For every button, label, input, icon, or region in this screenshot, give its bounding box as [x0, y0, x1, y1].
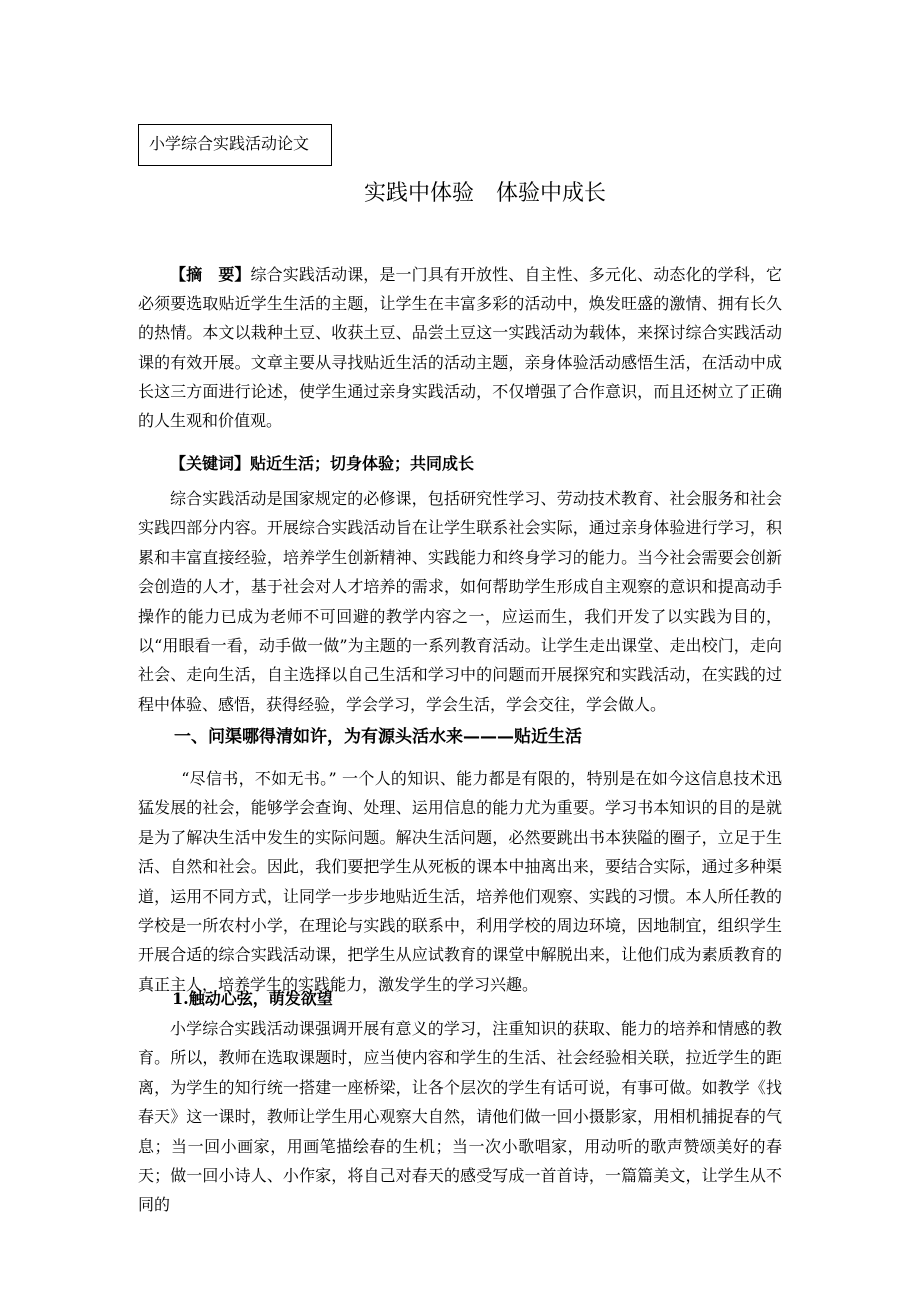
category-label-box: [138, 124, 332, 166]
body-paragraph-3: 小学综合实践活动课强调开展有意义的学习，注重知识的获取、能力的培养和情感的教育。所以，教师在选取课题时，应当使内容和学生的生活、社会经验相关联，拉近学生的距离，为学生的知行统一搭建一座桥梁，让各个层次的学生有话可说，有事可做。如教学《找春天》这一课时，教师让学生用心观察大自然，请他们做一回小摄影家，用相机捕捉春的气息；当一回小画家，用画笔描绘春的生机；当一次小歌唱家，用动听的歌声赞颂美好的春天；做一回小诗人、小作家，将自己对春天的感受写成一首首诗，一篇篇美文，让学生从不同的: [138, 1019, 782, 1215]
category-label: 小学综合实践活动论文: [149, 134, 310, 153]
document-title: 实践中体验 体验中成长: [363, 181, 606, 206]
section-heading-1: 一、问渠哪得清如许，为有源头活水来———贴近生活: [174, 727, 582, 747]
body-paragraph-1: 综合实践活动是国家规定的必修课，包括研究性学习、劳动技术教育、社会服务和社会实践四部分内容。开展综合实践活动旨在让学生联系社会实际，通过亲身体验进行学习，积累和丰富直接经验，培养学生创新精神、实践能力和终身学习的能力。当今社会需要会创新会创造的人才，基于社会对人才培养的需求，如何帮助学生形成自主观察的意识和提高动手操作的能力已成为老师不可回避的教学内容之一，应运而生，我们开发了以实践为目的，以“用眼看一看，动手做一做”为主题的一系列教育活动。让学生走出课堂、走出校门，走向社会、走向生活，自主选择以自己生活和学习中的问题而开展探究和实践活动，在实践的过程中体验、感悟，获得经验，学会学习，学会生活，学会交往，学会做人。: [138, 489, 782, 714]
abstract-paragraph: [138, 260, 782, 435]
keywords-text: 贴近生活；切身体验；共同成长: [250, 454, 475, 473]
keywords-line: [138, 449, 782, 478]
abstract-text: 综合实践活动课，是一门具有开放性、自主性、多元化、动态化的学科，它必须要选取贴近学生生活的主题，让学生在丰富多彩的活动中，焕发旺盛的激情、拥有长久的热情。本文以栽种土豆、收获土豆、品尝土豆这一实践活动为载体，来探讨综合实践活动课的有效开展。文章主要从寻找贴近生活的活动主题，亲身体验活动感悟生活，在活动中成长这三方面进行论述，使学生通过亲身实践活动，不仅增强了合作意识，而且还树立了正确的人生观和价值观。: [138, 265, 782, 431]
abstract-label: 【摘 要】: [170, 265, 251, 284]
body-paragraph-2: “尽信书，不如无书。” 一个人的知识、能力都是有限的，特别是在如今这信息技术迅猛发展的社会，能够学会查询、处理、运用信息的能力尤为重要。学习书本知识的目的是就是为了解决生活中发生的实际问题。解决生活问题，必然要跳出书本狭隘的圈子，立足于生活、自然和社会。因此，我们要把学生从死板的课本中抽离出来，要结合实际，通过多种渠道，运用不同方式，让同学一步步地贴近生活，培养他们观察、实践的习惯。本人所任教的学校是一所农村小学，在理论与实践的联系中，利用学校的周边环境，因地制宜，组织学生开展合适的综合实践活动课，把学生从应试教育的课堂中解脱出来，让他们成为素质教育的真正主人，培养学生的实践能力，激发学生的学习兴趣。: [138, 769, 782, 994]
subsection-heading-1: 1.触动心弦，萌发欲望: [172, 989, 333, 1008]
keywords-label: 【关键词】: [170, 454, 251, 473]
